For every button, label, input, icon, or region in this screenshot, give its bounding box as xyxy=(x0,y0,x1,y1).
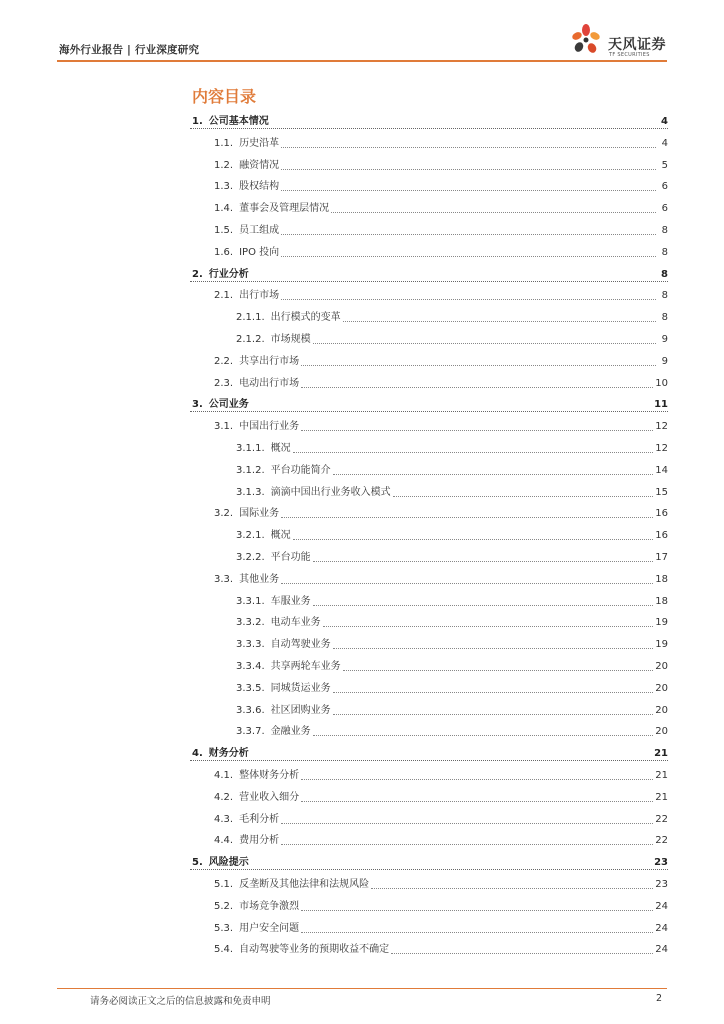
flower-logo-icon xyxy=(568,22,608,60)
toc-entry-number: 3.3.4. xyxy=(236,661,265,672)
toc-entry-page: 20 xyxy=(655,661,668,672)
toc-entry[interactable] xyxy=(190,156,668,172)
toc-entry-page: 16 xyxy=(655,530,668,542)
dot-leader xyxy=(281,169,656,170)
toc-entry-title: 整体财务分析 xyxy=(239,770,300,781)
toc-entry-page: 20 xyxy=(655,726,668,738)
toc-entry-page: 15 xyxy=(655,486,668,498)
toc-entry-title: 中国出行业务 xyxy=(239,421,300,433)
toc-entry-number: 3.2.2. xyxy=(236,552,265,563)
toc-entry-number: 4. xyxy=(192,748,203,760)
toc-entry[interactable] xyxy=(190,112,668,129)
toc-entry-page: 6 xyxy=(661,203,668,215)
toc-entry-page: 21 xyxy=(655,791,668,803)
toc-entry-number: 3.1. xyxy=(214,421,234,433)
toc-entry-page: 18 xyxy=(655,573,668,585)
toc-entry[interactable] xyxy=(190,330,668,346)
toc-entry-page: 16 xyxy=(655,508,668,520)
toc-entry-page: 19 xyxy=(655,639,668,651)
toc-entry-page: 20 xyxy=(655,704,668,716)
toc-entry-number: 4.4. xyxy=(214,835,234,847)
dot-leader xyxy=(301,365,656,366)
toc-entry-number: 1.5. xyxy=(214,225,234,236)
toc-entry[interactable] xyxy=(190,766,668,782)
toc-entry-page: 22 xyxy=(655,813,668,825)
toc-entry-title: 自动驾驶业务 xyxy=(270,639,331,651)
dot-leader xyxy=(281,517,653,518)
toc-entry-title: 电动出行市场 xyxy=(239,377,300,389)
dot-leader xyxy=(333,692,654,693)
toc-entry-title: 风险提示 xyxy=(208,857,249,869)
toc-entry-title: 营业收入细分 xyxy=(239,791,300,803)
dot-leader xyxy=(293,539,654,540)
toc-entry-title: 共享出行市场 xyxy=(239,355,300,367)
page-number: 2 xyxy=(656,993,663,1004)
toc-entry-page: 8 xyxy=(661,312,668,324)
toc-entry-page: 24 xyxy=(655,900,668,912)
toc-entry-title: 国际业务 xyxy=(239,508,280,520)
toc-entry-number: 3.1.3. xyxy=(236,486,265,498)
toc-entry[interactable] xyxy=(190,417,668,433)
toc-entry[interactable] xyxy=(190,831,668,847)
dot-leader xyxy=(281,190,656,191)
toc-entry[interactable] xyxy=(190,199,668,215)
footer-divider xyxy=(57,988,667,989)
toc-entry[interactable] xyxy=(190,395,668,412)
toc-entry-number: 5.1. xyxy=(214,879,234,890)
toc-entry-number: 3.2. xyxy=(214,508,234,520)
toc-entry-page: 24 xyxy=(655,944,668,956)
toc-entry-number: 3.3.1. xyxy=(236,595,265,607)
toc-entry-title: 公司基本情况 xyxy=(208,116,269,127)
toc-entry-number: 2.1. xyxy=(214,290,234,302)
toc-entry-title: 共享两轮车业务 xyxy=(270,661,341,672)
toc-entry[interactable] xyxy=(190,788,668,804)
dot-leader xyxy=(313,343,656,344)
toc-entry-number: 3.1.1. xyxy=(236,443,265,454)
toc-entry-page: 9 xyxy=(661,334,668,345)
toc-entry-page: 8 xyxy=(661,225,668,236)
toc-entry-title: IPO 投向 xyxy=(239,246,280,258)
logo-english-name: TF SECURITIES xyxy=(609,52,650,58)
toc-entry[interactable] xyxy=(190,744,668,761)
toc-entry-page: 23 xyxy=(655,879,668,890)
toc-entry-page: 5 xyxy=(661,159,668,171)
toc-entry[interactable] xyxy=(190,919,668,935)
toc-entry-number: 5.3. xyxy=(214,922,234,934)
toc-entry-number: 2.1.1. xyxy=(236,312,265,324)
toc-entry-page: 21 xyxy=(655,770,668,781)
dot-leader xyxy=(301,801,653,802)
toc-entry[interactable] xyxy=(190,635,668,651)
toc-entry-title: 市场竞争激烈 xyxy=(239,900,300,912)
toc-entry-title: 概况 xyxy=(270,443,291,454)
toc-entry[interactable] xyxy=(190,592,668,608)
toc-entry-page: 12 xyxy=(655,421,668,433)
toc-entry-page: 6 xyxy=(661,181,668,193)
toc-entry[interactable] xyxy=(190,701,668,717)
toc-entry-title: 概况 xyxy=(270,530,291,542)
toc-entry-page: 8 xyxy=(661,268,668,280)
toc-entry-number: 1.6. xyxy=(214,246,234,258)
toc-entry[interactable] xyxy=(190,810,668,826)
toc-entry-number: 1.1. xyxy=(214,137,234,149)
toc-entry[interactable] xyxy=(190,875,668,891)
dot-leader xyxy=(281,844,653,845)
toc-entry-title: 市场规模 xyxy=(270,334,311,345)
dot-leader xyxy=(313,561,654,562)
toc-entry-number: 5.4. xyxy=(214,944,234,956)
dot-leader xyxy=(281,823,653,824)
report-category: 海外行业报告 | 行业深度研究 xyxy=(59,44,200,56)
toc-entry-title: 毛利分析 xyxy=(239,813,280,825)
toc-entry-page: 24 xyxy=(655,922,668,934)
toc-entry-page: 9 xyxy=(661,355,668,367)
toc-entry-title: 费用分析 xyxy=(239,835,280,847)
dot-leader xyxy=(391,953,653,954)
dot-leader xyxy=(333,648,654,649)
dot-leader xyxy=(301,779,653,780)
toc-entry[interactable] xyxy=(190,526,668,542)
dot-leader xyxy=(301,910,653,911)
toc-entry-number: 3.3. xyxy=(214,573,234,585)
toc-entry-number: 2.3. xyxy=(214,377,234,389)
toc-entry[interactable] xyxy=(190,570,668,586)
toc-entry[interactable] xyxy=(190,461,668,477)
toc-entry-number: 2.1.2. xyxy=(236,334,265,345)
dot-leader xyxy=(313,735,654,736)
toc-entry[interactable] xyxy=(190,613,668,629)
toc-entry-number: 4.3. xyxy=(214,813,234,825)
toc-entry-page: 11 xyxy=(654,399,668,411)
dot-leader xyxy=(343,321,656,322)
toc-entry-title: 历史沿革 xyxy=(239,137,280,149)
toc-entry-number: 4.1. xyxy=(214,770,234,781)
toc-entry-page: 8 xyxy=(661,246,668,258)
company-logo xyxy=(568,22,678,60)
toc-entry-number: 5.2. xyxy=(214,900,234,912)
toc-entry-title: 金融业务 xyxy=(270,726,311,738)
page-header xyxy=(0,0,724,64)
toc-entry-title: 公司业务 xyxy=(208,399,249,411)
toc-entry-title: 行业分析 xyxy=(208,268,249,280)
toc-entry-page: 10 xyxy=(655,377,668,389)
toc-entry[interactable] xyxy=(190,657,668,673)
toc-entry[interactable] xyxy=(190,308,668,324)
toc-entry[interactable] xyxy=(190,722,668,738)
toc-entry[interactable] xyxy=(190,679,668,695)
toc-entry[interactable] xyxy=(190,265,668,282)
toc-entry-number: 4.2. xyxy=(214,791,234,803)
dot-leader xyxy=(333,714,654,715)
toc-entry-number: 3.3.7. xyxy=(236,726,265,738)
toc-entry-number: 5. xyxy=(192,857,203,869)
dot-leader xyxy=(323,626,654,627)
dot-leader xyxy=(281,147,656,148)
toc-entry-page: 22 xyxy=(655,835,668,847)
footer-disclaimer: 请务必阅读正文之后的信息披露和免责申明 xyxy=(90,996,271,1007)
toc-entry-number: 1. xyxy=(192,116,203,127)
toc-entry-page: 8 xyxy=(661,290,668,302)
toc-entry-title: 员工组成 xyxy=(239,225,280,236)
toc-entry[interactable] xyxy=(190,853,668,870)
toc-entry-number: 3.3.3. xyxy=(236,639,265,651)
logo-chinese-name: 天风证券 xyxy=(608,37,666,53)
toc-entry-number: 1.2. xyxy=(214,159,234,171)
toc-entry-title: 董事会及管理层情况 xyxy=(239,203,330,215)
toc-entry[interactable] xyxy=(190,221,668,237)
toc-entry-title: 股权结构 xyxy=(239,181,280,193)
toc-entry-page: 14 xyxy=(655,464,668,476)
toc-entry-page: 17 xyxy=(655,552,668,563)
toc-entry-title: 财务分析 xyxy=(208,748,249,760)
dot-leader xyxy=(343,670,654,671)
toc-entry[interactable] xyxy=(190,177,668,193)
toc-entry-number: 3.3.5. xyxy=(236,682,265,694)
toc-entry[interactable] xyxy=(190,134,668,150)
toc-entry-title: 出行模式的变革 xyxy=(270,312,341,324)
dot-leader xyxy=(281,583,653,584)
toc-entry-number: 1.3. xyxy=(214,181,234,193)
toc-entry-page: 21 xyxy=(654,748,668,760)
header-divider xyxy=(57,60,667,62)
toc-entry[interactable] xyxy=(190,483,668,499)
toc-entry-title: 出行市场 xyxy=(239,290,280,302)
toc-entry-title: 融资情况 xyxy=(239,159,280,171)
toc-entry-title: 平台功能 xyxy=(270,552,311,563)
toc-entry[interactable] xyxy=(190,548,668,564)
toc-entry-page: 23 xyxy=(654,857,668,869)
toc-entry-title: 用户安全问题 xyxy=(239,922,300,934)
toc-entry-title: 车服业务 xyxy=(270,595,311,607)
toc-entry-page: 20 xyxy=(655,682,668,694)
toc-entry-number: 2.2. xyxy=(214,355,234,367)
dot-leader xyxy=(301,932,653,933)
toc-entry-title: 其他业务 xyxy=(239,573,280,585)
toc-entry-title: 反垄断及其他法律和法规风险 xyxy=(239,879,370,890)
toc-entry[interactable] xyxy=(190,374,668,390)
toc-entry[interactable] xyxy=(190,352,668,368)
toc-entry[interactable] xyxy=(190,897,668,913)
toc-entry[interactable] xyxy=(190,243,668,259)
dot-leader xyxy=(313,605,654,606)
toc-entry-page: 12 xyxy=(655,443,668,454)
dot-leader xyxy=(281,299,656,300)
dot-leader xyxy=(293,452,654,453)
dot-leader xyxy=(331,212,656,213)
toc-entry-title: 滴滴中国出行业务收入模式 xyxy=(270,486,391,498)
toc-entry-number: 3.3.6. xyxy=(236,704,265,716)
dot-leader xyxy=(281,256,656,257)
toc-title: 内容目录 xyxy=(192,87,257,106)
toc-entry[interactable] xyxy=(190,940,668,956)
toc-entry-number: 3. xyxy=(192,399,203,411)
toc-entry-title: 社区团购业务 xyxy=(270,704,331,716)
toc-entry-page: 4 xyxy=(661,137,668,149)
toc-entry-page: 18 xyxy=(655,595,668,607)
dot-leader xyxy=(371,888,653,889)
dot-leader xyxy=(281,234,656,235)
toc-entry-page: 4 xyxy=(661,116,668,127)
toc-entry-title: 平台功能简介 xyxy=(270,464,331,476)
dot-leader xyxy=(333,474,654,475)
toc-entry-page: 19 xyxy=(655,617,668,629)
toc-entry[interactable] xyxy=(190,286,668,302)
toc-entry-number: 3.3.2. xyxy=(236,617,265,629)
toc-entry-title: 同城货运业务 xyxy=(270,682,331,694)
dot-leader xyxy=(301,430,653,431)
toc-entry[interactable] xyxy=(190,439,668,455)
toc-entry-number: 1.4. xyxy=(214,203,234,215)
toc-entry-number: 2. xyxy=(192,268,203,280)
dot-leader xyxy=(393,496,654,497)
toc-entry-title: 电动车业务 xyxy=(270,617,321,629)
toc-entry-number: 3.1.2. xyxy=(236,464,265,476)
dot-leader xyxy=(301,387,653,388)
toc-entry-title: 自动驾驶等业务的预期收益不确定 xyxy=(239,944,390,956)
toc-entry-number: 3.2.1. xyxy=(236,530,265,542)
toc-entry[interactable] xyxy=(190,504,668,520)
